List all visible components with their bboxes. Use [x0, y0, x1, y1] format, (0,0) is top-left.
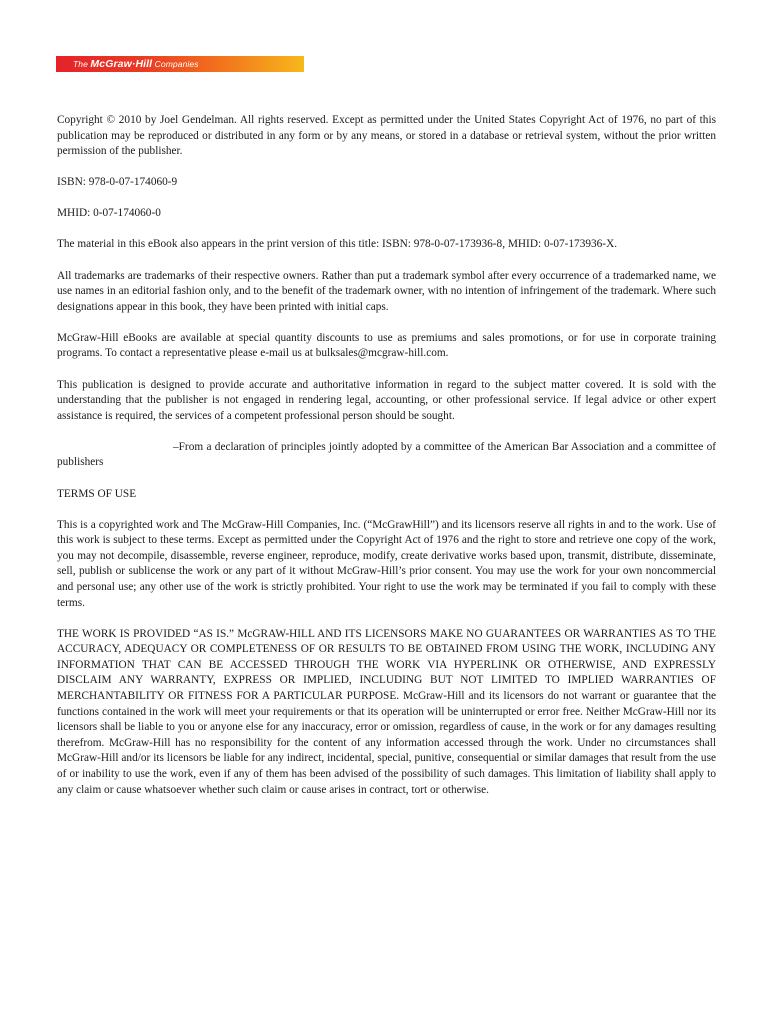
isbn-line: ISBN: 978-0-07-174060-9: [57, 176, 178, 189]
publisher-logo: [56, 56, 304, 72]
copyright-notice: Copyright © 2010 by Joel Gendelman. All rights reserved. Except as permitted under the United States Copyright Act of 1976, no part of this publication may be reproduced or distributed in any form or by any means, or stored in a database or retrieval system, without the prior written permission of the publisher.: [57, 114, 716, 158]
warranty-disclaimer: THE WORK IS PROVIDED “AS IS.” McGRAW-HILL AND ITS LICENSORS MAKE NO GUARANTEES OR WARRANTIES AS TO THE ACCURACY, ADEQUACY OR COMPLETENESS OF OR RESULTS TO BE OBTAINED FROM USING THE WORK, INCLUDING ANY INFORMATION THAT CAN BE ACCESSED THROUGH THE WORK VIA HYPERLINK OR OTHERWISE, AND EXPRESSLY DISCLAIM ANY WARRANTY, EXPRESS OR IMPLIED, INCLUDING BUT NOT LIMITED TO IMPLIED WARRANTIES OF MERCHANTABILITY OR FITNESS FOR A PARTICULAR PURPOSE. McGraw-Hill and its licensors do not warrant or guarantee that the functions contained in the work will meet your requirements or that its operation will be uninterrupted or error free. Neither McGraw-Hill nor its licensors shall be liable to you or anyone else for any inaccuracy, error or omission, regardless of cause, in the work or for any damages resulting therefrom. McGraw-Hill has no responsibility for the content of any information accessed through the work. Under no circumstances shall McGraw-Hill and/or its licensors be liable for any indirect, incidental, special, punitive, consequential or similar damages that result from the use of or inability to use the work, even if any of them has been advised of the possibility of such damages. This limitation of liability shall apply to any claim or cause whatsoever whether such claim or cause arises in contract, tort or otherwise.: [57, 627, 716, 796]
trademarks-notice: All trademarks are trademarks of their respective owners. Rather than put a trademark symbol after every occurrence of a trademarked name, we use names in an editorial fashion only, and to the benefit of the trademark owner, with no intention of infringement of the trademark. Where such designations appear in this book, they have been printed with initial caps.: [57, 269, 716, 313]
declaration-attribution: –From a declaration of principles jointly adopted by a committee of the American Bar Association and a committee of publishers: [57, 440, 716, 469]
terms-heading: TERMS OF USE: [57, 487, 137, 500]
print-version-note: The material in this eBook also appears in the print version of this title: ISBN: 978-0-07-173936-8, MHID: 0-07-173936-X.: [57, 238, 618, 251]
copyright-page: [57, 113, 716, 814]
mhid-line: MHID: 0-07-174060-0: [57, 207, 161, 220]
publisher-logo-text: The McGraw·Hill Companies: [73, 58, 199, 70]
terms-of-use-body: This is a copyrighted work and The McGraw-Hill Companies, Inc. (“McGrawHill”) and its licensors reserve all rights in and to the work. Use of this work is subject to these terms. Except as permitted under the Copyright Act of 1976 and the right to store and retrieve one copy of the work, you may not decompile, disassemble, reverse engineer, reproduce, modify, create derivative works based upon, transmit, distribute, disseminate, sell, publish or sublicense the work or any part of it without McGraw-Hill’s prior consent. You may use the work for your own noncommercial and personal use; any other use of the work is strictly prohibited. Your right to use the work may be terminated if you fail to comply with these terms.: [57, 518, 716, 609]
publication-disclaimer: This publication is designed to provide accurate and authoritative information in regard to the subject matter covered. It is sold with the understanding that the publisher is not engaged in rendering legal, accounting, or other professional service. If legal advice or other expert assistance is required, the services of a competent professional person should be sought.: [57, 378, 716, 422]
ebooks-sales-note: McGraw-Hill eBooks are available at special quantity discounts to use as premiums and sales promotions, or for use in corporate training programs. To contact a representative please e-mail us at bulksales@mcgraw-hill.com.: [57, 331, 716, 360]
